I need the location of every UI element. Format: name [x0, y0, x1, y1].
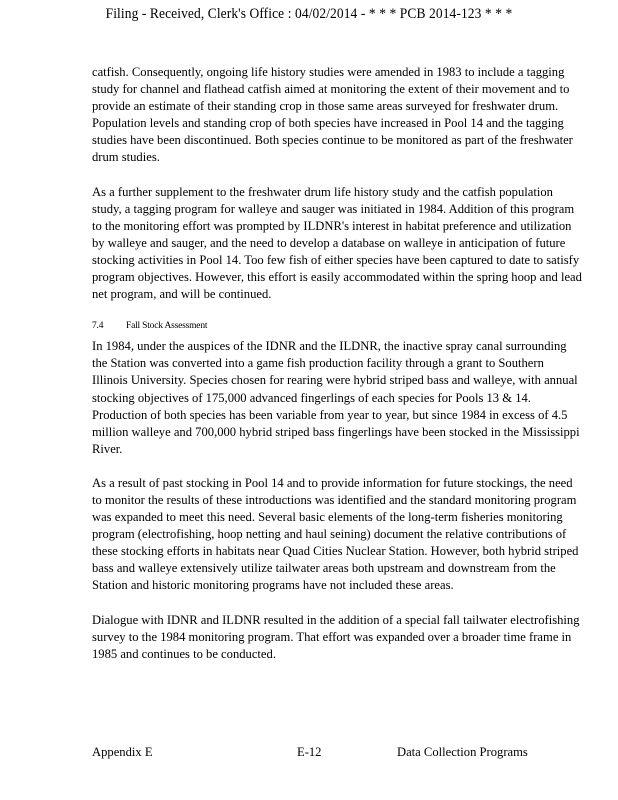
section-heading: [92, 320, 582, 333]
paragraph: As a further supplement to the freshwater drum life history study and the catfish population study, a tagging program for walleye and sauger was initiated in 1984. Addition of this program to the monitoring effort was prompted by ILDNR's interest in habitat preference and utilization by walleye and sauger, and the need to develop a database on walleye in anticipation of future stocking activities in Pool 14. Too few fish of either species have been captured to date to satisfy program objectives. However, this effort is easily accommodated within the spring hoop and lead net program, and will be continued.: [92, 184, 582, 302]
paragraph: In 1984, under the auspices of the IDNR and the ILDNR, the inactive spray canal surrounding the Station was converted into a game fish production facility through a grant to Southern Illinois University. Species chosen for rearing were hybrid striped bass and walleye, with annual stocking objectives of 175,000 advanced fingerlings of each species for Pools 13 & 14. Production of both species has been variable from year to year, but since 1984 in excess of 4.5 million walleye and 700,000 hybrid striped bass fingerlings have been stocked in the Mississippi River.: [92, 339, 580, 456]
document-body: [92, 64, 582, 680]
paragraph: As a result of past stocking in Pool 14 and to provide information for future stockings, the need to monitor the results of these introductions was identified and the standard monitoring program was expanded to meet this need. Several basic elements of the long-term fisheries monitoring program (electrofishing, hoop netting and haul seining) document the relative contributions of these stocking efforts in habitats near Quad Cities Nuclear Station. However, both hybrid striped bass and walleye extensively utilize tailwater areas both upstream and downstream from the Station and historic monitoring programs have not included these areas.: [92, 475, 579, 593]
section-title: Fall Stock Assessment: [126, 321, 208, 332]
footer-section-title: Data Collection Programs: [397, 745, 528, 759]
filing-header: Filing - Received, Clerk's Office : 04/02/2014 - * * * PCB 2014-123 * * *: [105, 6, 513, 22]
page-number: E-12: [297, 745, 322, 759]
footer-appendix-label: Appendix E: [92, 745, 153, 759]
paragraph: Dialogue with IDNR and ILDNR resulted in the addition of a special fall tailwater electrofishing survey to the 1984 monitoring program. That effort was expanded over a broader time frame in 1985 and continues to be conducted.: [92, 612, 580, 661]
paragraph: catfish. Consequently, ongoing life history studies were amended in 1983 to include a tagging study for channel and flathead catfish aimed at monitoring the extent of their movement and to provide an estimate of their standing crop in those same areas surveyed for freshwater drum. Population levels and standing crop of both species have increased in Pool 14 and the tagging studies have been discontinued. Both species continue to be monitored as part of the freshwater drum studies.: [92, 65, 573, 165]
section-number: 7.4: [92, 321, 104, 332]
